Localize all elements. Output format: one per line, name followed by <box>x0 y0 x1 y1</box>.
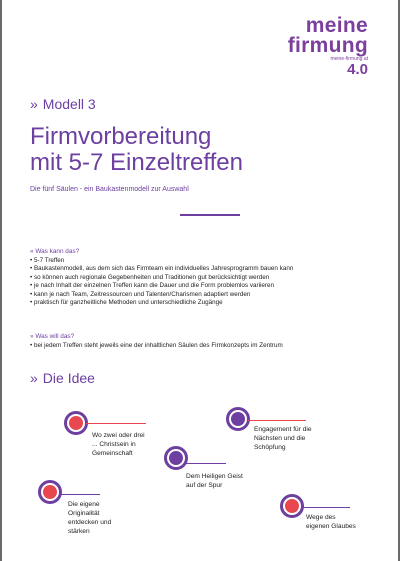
list-item: • praktisch für ganzheitliche Methoden und unterschiedliche Zugänge <box>30 299 293 307</box>
model-heading <box>30 96 96 112</box>
page-title <box>30 124 370 176</box>
model-label: Modell 3 <box>42 96 96 112</box>
title-line1: Firmvorbereitung <box>30 123 212 150</box>
pillar-connector <box>86 423 146 424</box>
pillar-node-icon <box>64 411 88 435</box>
section-heading-was-will: » Was will das? <box>30 333 75 340</box>
pillar-connector <box>302 507 350 508</box>
pillar-node-icon <box>280 494 304 518</box>
pillar-label: Wege des eigenen Glaubes <box>306 514 356 530</box>
divider <box>180 214 240 216</box>
logo <box>288 16 368 78</box>
idee-heading <box>30 370 95 386</box>
pillar-label: Wo zwei oder drei ... Christsein in Gemeinschaft <box>92 432 145 457</box>
pillar-node-icon <box>38 480 62 504</box>
pillar-node-icon <box>226 407 250 431</box>
purpose-list <box>30 342 283 350</box>
idee-label: Die Idee <box>42 370 95 386</box>
list-item: • 5-7 Treffen <box>30 257 293 265</box>
list-item: • kann je nach Team, Zeitressourcen und Talenten/Charismen adaptiert werden <box>30 291 293 299</box>
pillar-label: Dem Heiligen Geist auf der Spur <box>186 473 243 489</box>
pillar-label: Die eigene Originalität entdecken und stärken <box>68 501 112 535</box>
feature-list <box>30 257 293 307</box>
pillar-connector <box>60 494 100 495</box>
list-item: • so können auch regionale Gegebenheiten und Traditionen gut berücksichtigt werden <box>30 274 293 282</box>
document-page <box>2 0 398 561</box>
logo-line1: meine <box>305 14 368 37</box>
logo-line2: firmung <box>287 34 368 57</box>
logo-url: meine-firmung.at <box>330 56 368 62</box>
list-item: • bei jedem Treffen steht jeweils eine der inhaltlichen Säulen des Firmkonzepts im Zentrum <box>30 342 283 350</box>
chevron-double-right-icon: » <box>30 96 37 112</box>
pillar-node-icon <box>164 446 188 470</box>
list-item: • Baukastenmodell, aus dem sich das Firmteam ein individuelles Jahresprogramm bauen kann <box>30 265 293 273</box>
title-line2: mit 5-7 Einzeltreffen <box>30 149 243 176</box>
logo-version: 4.0 <box>347 61 368 78</box>
list-item: • je nach Inhalt der einzelnen Treffen kann die Dauer und die Form problemlos variieren <box>30 282 293 290</box>
chevron-double-right-icon: » <box>30 370 37 386</box>
pillar-connector <box>186 463 226 464</box>
subtitle: Die fünf Säulen - ein Baukastenmodell zur Auswahl <box>30 186 189 193</box>
section-heading-was-kann: » Was kann das? <box>30 248 80 255</box>
pillar-label: Engagement für die Nächsten und die Schöpfung <box>254 426 312 451</box>
pillar-connector <box>248 420 306 421</box>
